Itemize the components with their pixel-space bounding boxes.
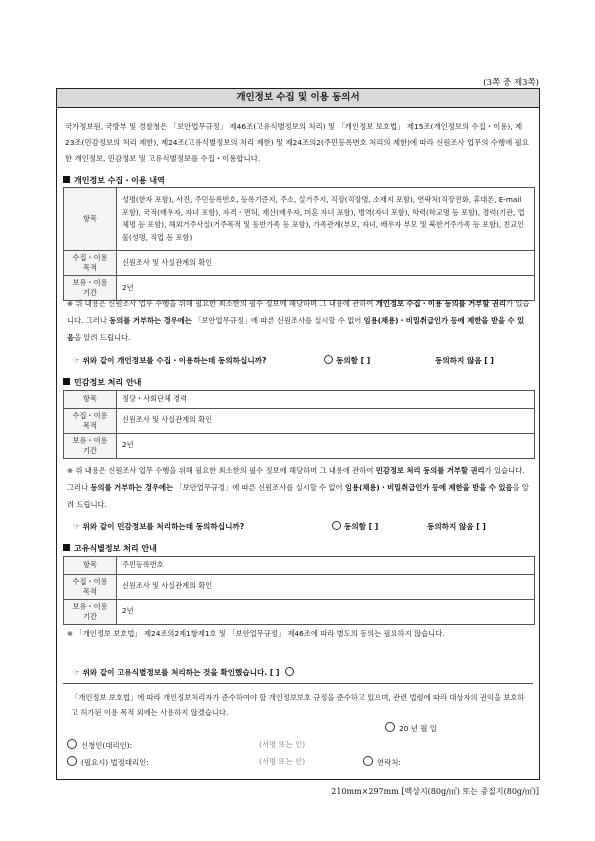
notice-bold: 임용(채용)・비밀취급인가 등에 제한을 받을 수 있음 <box>67 316 525 342</box>
paper-spec-footer: 210mm×297mm [백상지(80g/㎡) 또는 중질지(80g/㎡)] <box>331 787 539 796</box>
sensitive-info-table <box>63 390 535 459</box>
row-label: 항목 <box>64 188 117 251</box>
notice-text: 「보안업무규정」에 따른 신원조사를 실시할 수 없어 <box>191 316 364 325</box>
contact-line <box>363 756 401 768</box>
notice-text: 을 알려 드립니다. <box>67 483 529 509</box>
personal-agree-option[interactable] <box>321 355 370 366</box>
section-heading-sensitive <box>63 377 141 388</box>
guardian-label: (필요시) 법정대리인: <box>81 758 149 767</box>
personal-info-table <box>63 187 535 301</box>
row-label: 보유・이용 기간 <box>64 433 117 458</box>
row-value: 신원조사 및 사실관계의 확인 <box>117 408 535 433</box>
agree-label: 동의함 [ ] <box>336 356 371 365</box>
table-row <box>64 599 535 624</box>
table-row <box>64 574 535 599</box>
notice-bold: 개인정보 수집・이용 동의를 거부할 권리 <box>375 299 507 308</box>
row-value: 주민등록번호 <box>117 557 535 575</box>
date-text[interactable]: 20 년 월 일 <box>399 724 437 733</box>
page-number-label: (3쪽 중 제3쪽) <box>483 78 539 88</box>
section-heading-personal <box>63 175 165 186</box>
row-label: 항목 <box>64 557 117 575</box>
notice-bold: 임용(채용)・비밀취급인가 등에 제한을 받을 수 있음 <box>344 483 513 492</box>
row-value: 성명(한자 포함), 사진, 주민등록번호, 등록기준지, 주소, 실거주지, 직장(직장명, 소재지 포함), 연락처(직장전화, 휴대폰, E-mail 포함), 국적(배우자, 자녀 포함), 자격・면허, 재산(배우자, 미혼 자녀 포함), 병역(자녀 포함), 학력(학교명 등 포함), 경력(기관, 업체명 등 포함), 해외거주사실(거주목적 및 동반가족 등 포함), 가족관계(부모, 자녀, 배우자 부모 및 북한거주가족 등 포함), 친교인물(성명, 직업 등 포함) <box>117 188 535 251</box>
heading-text: 민감정보 처리 안내 <box>74 378 142 387</box>
notice-bold: 민감정보 처리 동의를 거부할 권리 <box>375 466 485 475</box>
row-label: 수집・이용 목적 <box>64 251 117 276</box>
row-value: 신원조사 및 사실관계의 확인 <box>117 251 535 276</box>
personal-disagree-option[interactable]: 동의하지 않음 [ ] <box>435 356 494 365</box>
heading-text: 고유식별정보 처리 안내 <box>74 544 157 553</box>
unique-confirm-question <box>73 667 531 678</box>
notice-text: ※ 위 내용은 신원조사 업무 수행을 위해 필요한 최소한의 필수 정보에 해당하며 그 내용에 관하여 <box>67 299 376 308</box>
row-label: 수집・이용 목적 <box>64 408 117 433</box>
mark-icon <box>332 521 341 530</box>
personal-consent-question <box>73 355 531 366</box>
row-label: 보유・이용 기간 <box>64 276 117 301</box>
heading-text: 개인정보 수집・이용 내역 <box>74 176 165 185</box>
mark-icon <box>363 756 373 766</box>
row-value: 2년 <box>117 433 535 458</box>
guardian-signature[interactable]: (서명 또는 인) <box>259 757 306 766</box>
table-row <box>64 188 535 251</box>
applicant-signature[interactable]: (서명 또는 인) <box>259 740 306 749</box>
question-text[interactable]: ☞ 위와 같이 고유식별정보를 처리하는 것을 확인했습니다. [ ] <box>73 668 280 677</box>
intro-paragraph: 국가정보원, 국방부 및 경찰청은 「보안업무규정」 제46조(고유식별정보의 처리) 및 「개인정보 보호법」 제15조(개인정보의 수집・이용), 제23조(민감정보의 처리 제한), 제24조(고유식별정보의 처리 제한) 및 제24조의2(주민등록번호 처리의 제한)에 따라 신원조사 업무의 수행에 필요한 개인정보, 민감정보 및 고유식별정보를 수집・이용합니다. <box>65 122 529 163</box>
declaration-box <box>63 683 533 780</box>
square-bullet-icon <box>63 544 70 551</box>
mark-icon <box>385 722 395 732</box>
mark-icon <box>67 739 77 749</box>
square-bullet-icon <box>63 378 70 385</box>
row-label: 항목 <box>64 391 117 409</box>
table-row <box>64 251 535 276</box>
notice-bold: 동의를 거부하는 경우에는 <box>90 483 174 492</box>
contact-label[interactable]: 연락처: <box>377 758 401 767</box>
notice-bold: 동의를 거부하는 경우에는 <box>109 316 192 325</box>
unique-notice: ※ 「개인정보 보호법」 제24조의2제1항제1호 및 「보안업무규정」 제46조에 따라 별도의 동의는 필요하지 않습니다. <box>67 629 445 638</box>
row-value: 신원조사 및 사실관계의 확인 <box>117 574 535 599</box>
notice-text: ※ 위 내용은 신원조사 업무 수행을 위해 필요한 최소한의 필수 정보에 해당하며 그 내용에 관하여 <box>67 466 376 475</box>
declaration-text: 「개인정보 보호법」에 따라 개인정보처리자가 준수하여야 할 개인정보보호 규정을 준수하고 있으며, 관련 법령에 따라 대상자의 권익을 보호하고 허가된 이용 목적 외에는 사용하지 않겠습니다. <box>71 693 525 717</box>
question-text: ☞ 위와 같이 개인정보를 수집・이용하는데 동의하십니까? <box>73 356 267 365</box>
question-text: ☞ 위와 같이 민감정보를 처리하는데 동의하십니까? <box>73 522 245 531</box>
notice-text: 가 있습니다. 그러나 <box>67 299 530 325</box>
agree-label: 동의함 [ ] <box>344 522 379 531</box>
notice-text: 「보안업무규정」에 따른 신원조사를 실시할 수 없어 <box>173 483 345 492</box>
guardian-line <box>67 756 149 768</box>
row-value: 정당・사회단체 경력 <box>117 391 535 409</box>
mark-icon <box>67 756 77 766</box>
sensitive-consent-question <box>73 521 531 532</box>
unique-info-table <box>63 556 535 625</box>
table-row <box>64 391 535 409</box>
section-heading-unique <box>63 543 157 554</box>
applicant-line <box>67 739 132 751</box>
sensitive-agree-option[interactable] <box>329 521 378 532</box>
notice-text: 을 알려 드립니다. <box>74 333 131 342</box>
notice-text: 가 있습니다. 그러나 <box>67 466 525 492</box>
consent-form <box>56 88 540 780</box>
date-line <box>385 722 437 734</box>
sensitive-disagree-option[interactable]: 동의하지 않음 [ ] <box>427 522 486 531</box>
row-label: 보유・이용 기간 <box>64 599 117 624</box>
applicant-label: 신청인(대리인): <box>81 741 133 750</box>
table-row <box>64 408 535 433</box>
row-value: 2년 <box>117 276 535 301</box>
row-label: 수집・이용 목적 <box>64 574 117 599</box>
mark-icon <box>324 355 333 364</box>
table-row <box>64 557 535 575</box>
mark-icon <box>285 667 294 676</box>
sensitive-notice <box>67 462 531 513</box>
form-title: 개인정보 수집 및 이용 동의서 <box>57 89 539 108</box>
square-bullet-icon <box>63 176 70 183</box>
table-row <box>64 433 535 458</box>
row-value: 2년 <box>117 599 535 624</box>
personal-notice <box>67 295 531 346</box>
